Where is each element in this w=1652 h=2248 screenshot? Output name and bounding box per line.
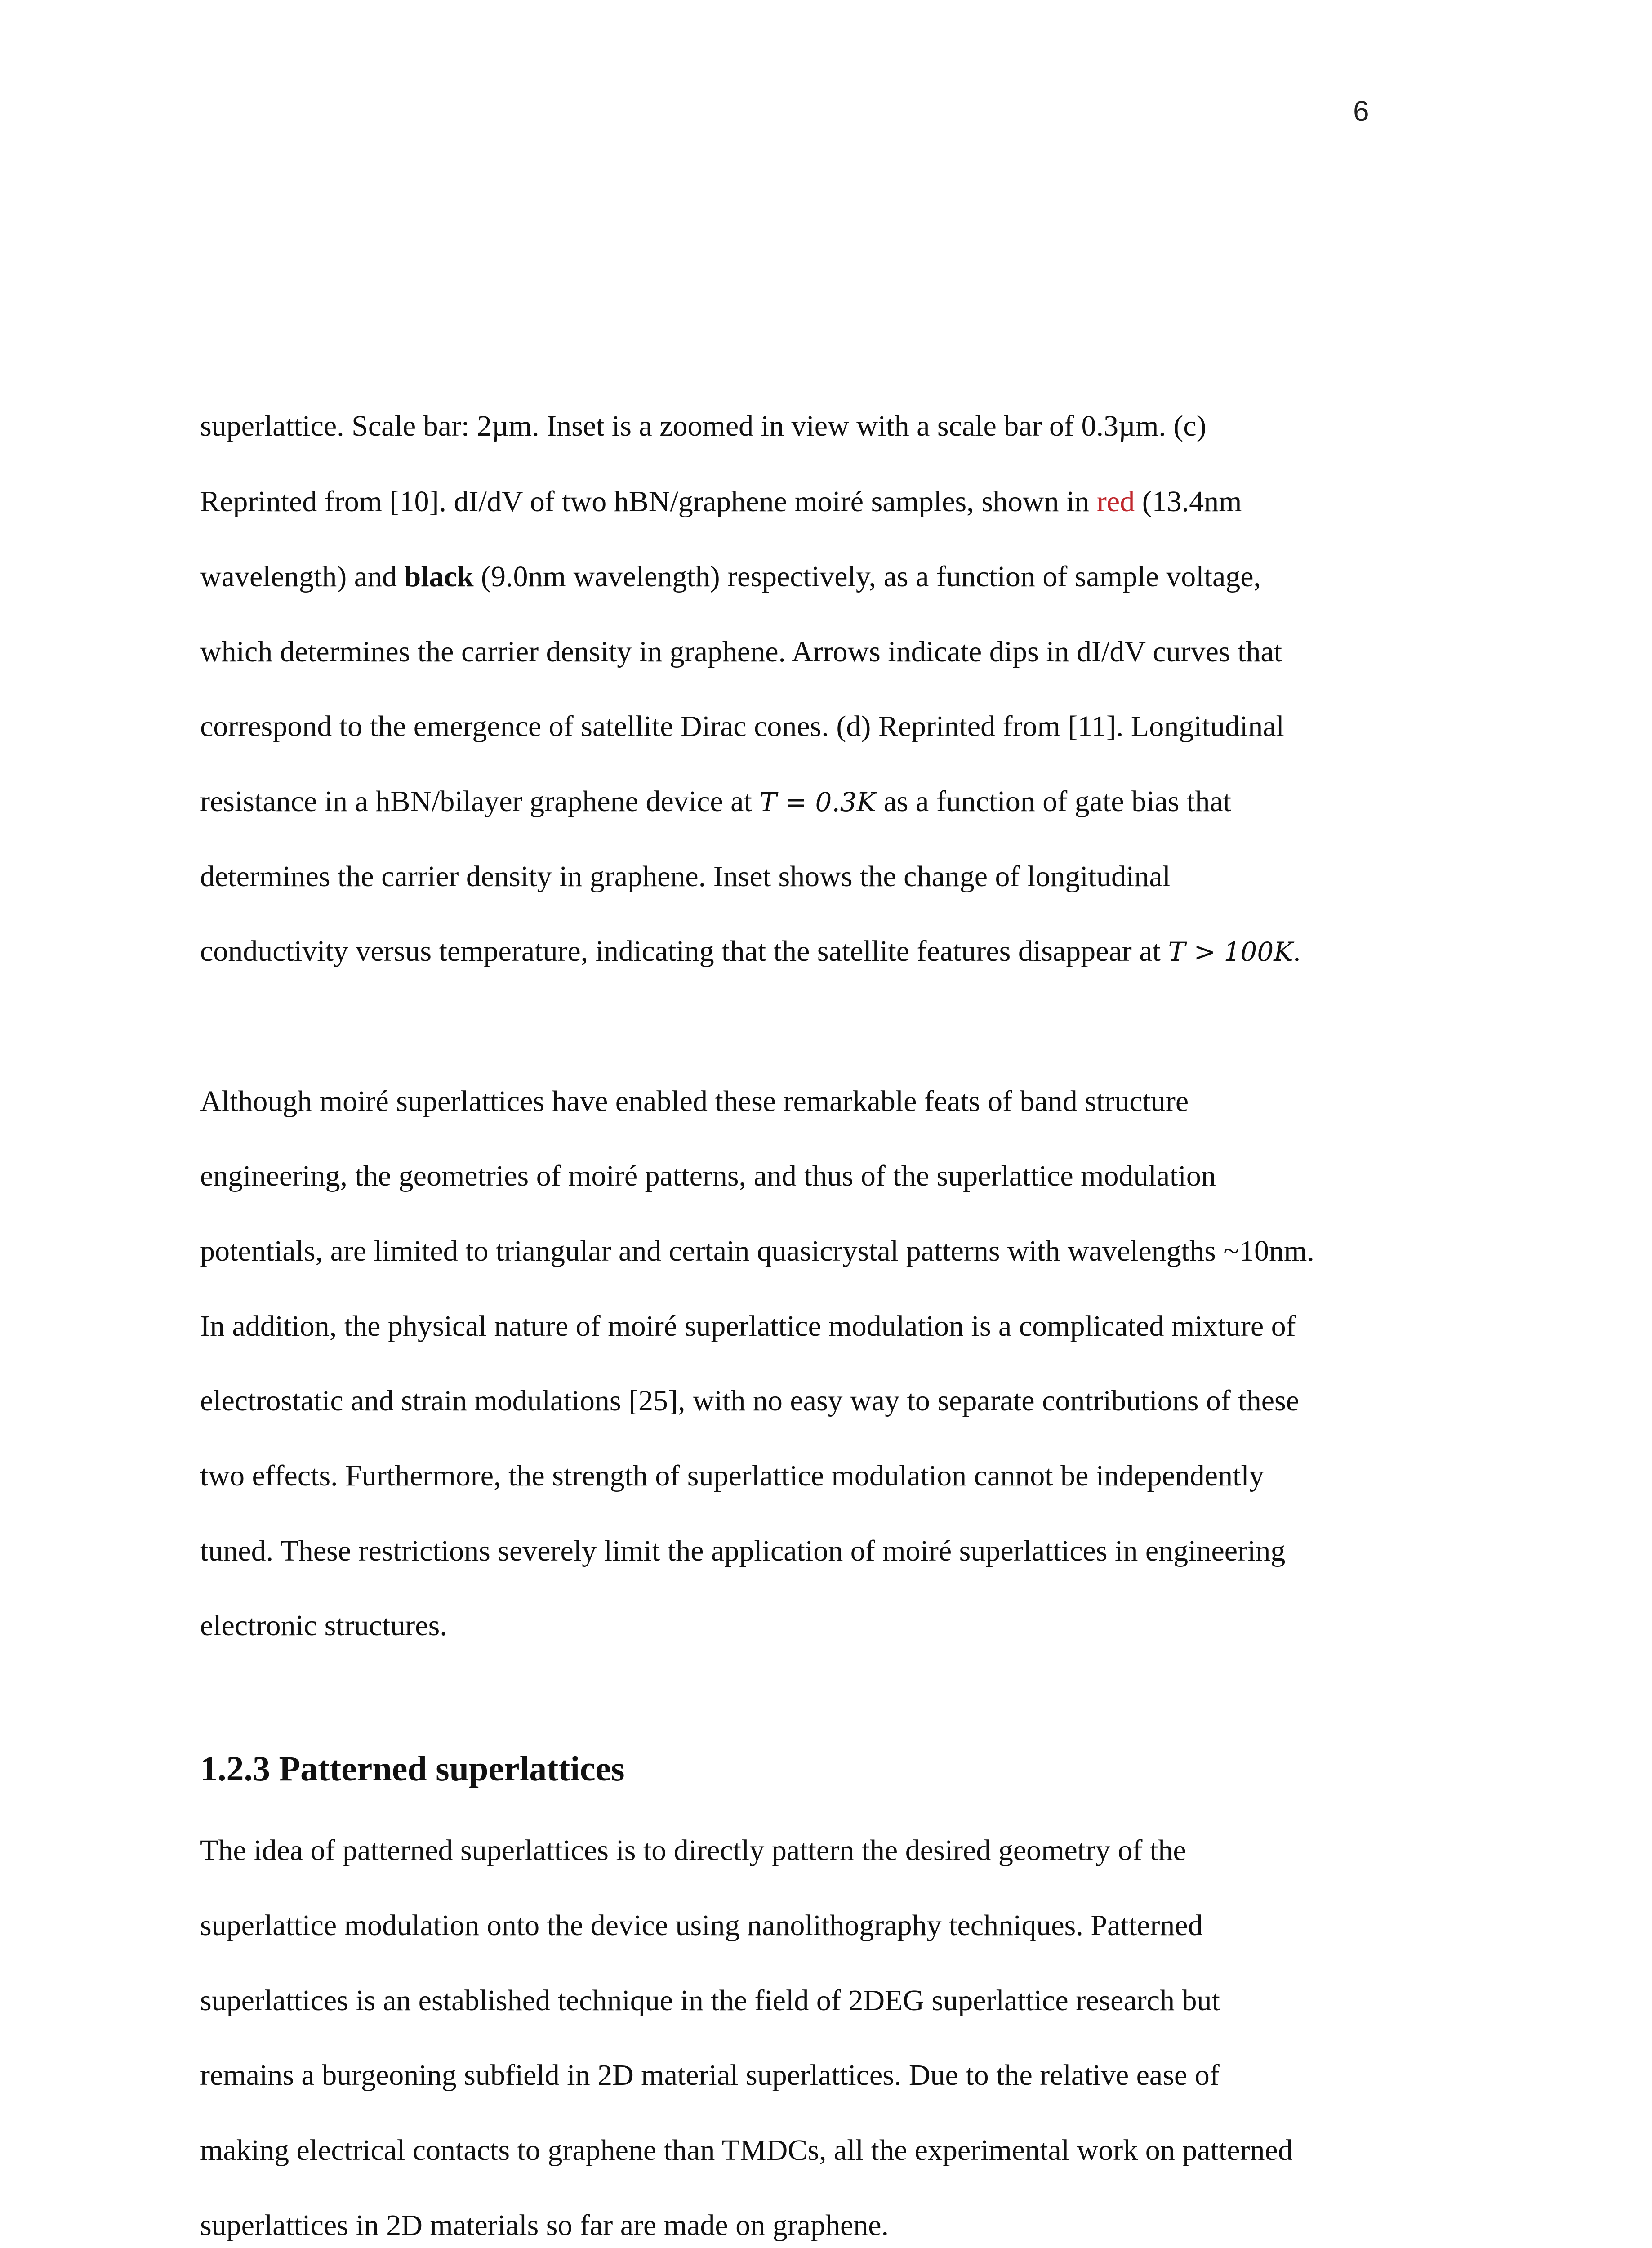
paragraph-line: tuned. These restrictions severely limit the application of moiré superlattices in engineering — [200, 1534, 1286, 1567]
caption-line-8 — [200, 937, 1300, 966]
paragraph-line: superlattices in 2D materials so far are made on graphene. — [200, 2209, 889, 2242]
paragraph-line: Although moiré superlattices have enabled these remarkable feats of band structure — [200, 1085, 1189, 1118]
caption-line-6 — [200, 787, 1231, 816]
paragraph-line: electronic structures. — [200, 1609, 447, 1642]
temperature-equation: T = 0.3K — [759, 787, 877, 817]
section-heading: 1.2.3 Patterned superlattices — [200, 1749, 625, 1788]
caption-line-8-text: conductivity versus temperature, indicating that the satellite features disappear at — [200, 935, 1168, 968]
caption-line-2 — [200, 487, 1242, 517]
caption-line-5: correspond to the emergence of satellite Dirac cones. (d) Reprinted from [11]. Longitudinal — [200, 710, 1284, 743]
paragraph-line: making electrical contacts to graphene than TMDCs, all the experimental work on patterned — [200, 2134, 1293, 2167]
caption-line-1: superlattice. Scale bar: 2µm. Inset is a zoomed in view with a scale bar of 0.3µm. (c) — [200, 410, 1207, 442]
red-label: red — [1096, 485, 1135, 518]
temperature-inequality: T > 100K — [1168, 937, 1293, 967]
paragraph-line: remains a burgeoning subfield in 2D material superlattices. Due to the relative ease of — [200, 2059, 1220, 2092]
paragraph-line: superlattice modulation onto the device using nanolithography techniques. Patterned — [200, 1909, 1203, 1942]
caption-line-6-text: resistance in a hBN/bilayer graphene device at — [200, 785, 760, 818]
paragraph-line: The idea of patterned superlattices is to directly pattern the desired geometry of the — [200, 1834, 1186, 1867]
caption-line-8-tail: . — [1293, 935, 1301, 968]
paragraph-line: superlattices is an established technique in the field of 2DEG superlattice research but — [200, 1984, 1220, 2017]
caption-line-4: which determines the carrier density in graphene. Arrows indicate dips in dI/dV curves that — [200, 635, 1282, 668]
caption-line-3 — [200, 562, 1261, 592]
page-number: 6 — [1353, 95, 1369, 127]
paragraph-line: In addition, the physical nature of moiré superlattice modulation is a complicated mixture of — [200, 1310, 1296, 1343]
paragraph-line: potentials, are limited to triangular and certain quasicrystal patterns with wavelengths ~10nm. — [200, 1235, 1314, 1267]
caption-line-2-tail: (13.4nm — [1135, 485, 1242, 518]
caption-line-7: determines the carrier density in graphene. Inset shows the change of longitudinal — [200, 860, 1171, 893]
caption-line-2-text: Reprinted from [10]. dI/dV of two hBN/graphene moiré samples, shown in — [200, 485, 1097, 518]
paragraph-line: engineering, the geometries of moiré patterns, and thus of the superlattice modulation — [200, 1160, 1216, 1192]
paragraph-line: electrostatic and strain modulations [25], with no easy way to separate contributions of these — [200, 1384, 1299, 1417]
caption-line-3-text: wavelength) and — [200, 560, 405, 593]
caption-line-6-tail: as a function of gate bias that — [876, 785, 1231, 818]
black-label: black — [404, 560, 474, 593]
paragraph-line: two effects. Furthermore, the strength of superlattice modulation cannot be independently — [200, 1459, 1264, 1492]
caption-line-3-tail: (9.0nm wavelength) respectively, as a function of sample voltage, — [473, 560, 1261, 593]
